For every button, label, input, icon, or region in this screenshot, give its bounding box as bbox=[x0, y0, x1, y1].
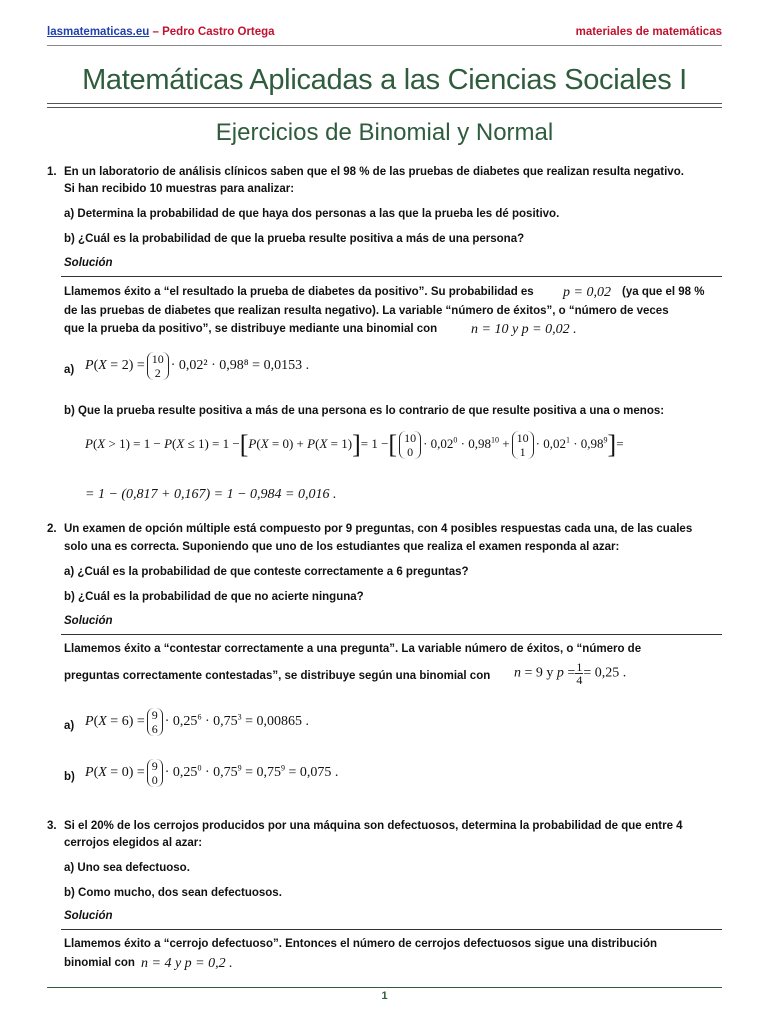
formula-binomial-a: P(X = 6) = 9 6 · $0,25^6 \cdot 0,75^3 = 0,00865$ . bbox=[85, 708, 310, 736]
exercise-text: En un laboratorio de análisis clínicos saben que el 98 % de las pruebas de diabetes que realizan resulta negativo. bbox=[64, 166, 684, 178]
formula: p = 0,02 bbox=[563, 285, 611, 300]
title-rule bbox=[47, 103, 722, 108]
question-a: a) Determina la probabilidad de que haya dos personas a las que la prueba les dé positivo. bbox=[64, 208, 560, 220]
site-link[interactable]: lasmatematicas.eu bbox=[47, 26, 150, 38]
solution-label: Solución bbox=[64, 910, 113, 922]
solution-text: (ya que el 98 % bbox=[622, 286, 705, 298]
formula: n = 10 y p = 0,02 . bbox=[471, 322, 577, 337]
solution-rule bbox=[61, 276, 722, 277]
formula: n = 9 y p = $\frac{1}{4}$ = 0,25 . bbox=[514, 660, 627, 687]
answer-label: b) bbox=[64, 771, 75, 783]
solution-text: preguntas correctamente contestadas”, se distribuye según una binomial con bbox=[64, 670, 491, 682]
solution-label: Solución bbox=[64, 257, 113, 269]
running-header: lasmatematicas.eu – Pedro Castro Ortega materiales de matemáticas bbox=[47, 26, 722, 38]
page-subtitle: Ejercicios de Binomial y Normal bbox=[215, 119, 554, 146]
solution-rule bbox=[61, 929, 722, 930]
question-b: b) ¿Cuál es la probabilidad de que no acierte ninguna? bbox=[64, 591, 364, 603]
solution-text: binomial con bbox=[64, 957, 135, 969]
solution-text: de las pruebas de diabetes que realizan resulta negativo). La variable “número de éxitos”, o “número de veces bbox=[64, 305, 669, 317]
solution-text: Llamemos éxito a “cerrojo defectuoso”. Entonces el número de cerrojos defectuosos sigue una distribución bbox=[64, 938, 658, 950]
question-b: b) ¿Cuál es la probabilidad de que la prueba resulte positiva a más de una persona? bbox=[64, 233, 525, 245]
question-a: a) Uno sea defectuoso. bbox=[64, 862, 190, 874]
formula-result: = 1 − (0,817 + 0,167) = 1 − 0,984 = 0,016 . bbox=[85, 487, 337, 502]
question-b: b) Como mucho, dos sean defectuosos. bbox=[64, 887, 282, 899]
solution-text: Llamemos éxito a “contestar correctamente a una pregunta”. La variable número de éxitos, o “número de bbox=[64, 643, 642, 655]
formula-complement: P(X > 1) = 1 − P(X ≤ 1) = 1 −[P(X = 0) + P(X = 1)]= 1 −[ 10 0 · $0,02^0 \cdot 0,98^{10}$ + 10 1 · $0,02^1 \cdot 0,98^9]=$ bbox=[85, 430, 624, 459]
formula-binomial-b: P(X = 0) = 9 0 · $0,25^0 \cdot 0,75^9 = 0,75^9 = 0,075$ . bbox=[85, 759, 339, 787]
solution-rule bbox=[61, 634, 722, 635]
answer-text: b) Que la prueba resulte positiva a más de una persona es lo contrario de que resulte positiva a una o menos: bbox=[64, 405, 665, 417]
formula: n = 4 y p = 0,2 . bbox=[141, 956, 233, 971]
exercise-text: Un examen de opción múltiple está compuesto por 9 preguntas, con 4 posibles respuestas cada una, de las cuales bbox=[64, 523, 693, 535]
exercise-number: 3. bbox=[47, 820, 57, 832]
formula-binomial-a: P(X = 2) = 10 2 · 0,02² · 0,98⁸ = 0,0153 . bbox=[85, 352, 310, 380]
page-title: Matemáticas Aplicadas a las Ciencias Sociales I bbox=[82, 64, 687, 96]
page-number: 1 bbox=[381, 990, 388, 1002]
exercise-number: 2. bbox=[47, 523, 57, 535]
exercise-text: cerrojos elegidos al azar: bbox=[64, 837, 203, 849]
solution-label: Solución bbox=[64, 615, 113, 627]
footer-rule bbox=[47, 987, 722, 988]
question-a: a) ¿Cuál es la probabilidad de que conteste correctamente a 6 preguntas? bbox=[64, 566, 469, 578]
exercise-number: 1. bbox=[47, 166, 57, 178]
solution-text: que la prueba da positivo”, se distribuye mediante una binomial con bbox=[64, 323, 438, 335]
exercise-text: solo una es correcta. Suponiendo que uno de los estudiantes que realiza el examen responda al azar: bbox=[64, 541, 620, 553]
author-name: Pedro Castro Ortega bbox=[162, 26, 275, 38]
answer-label: a) bbox=[64, 364, 75, 376]
solution-text: Llamemos éxito a “el resultado la prueba de diabetes da positivo”. Su probabilidad es bbox=[64, 286, 534, 298]
answer-label: a) bbox=[64, 720, 75, 732]
document-page bbox=[47, 0, 722, 1024]
exercise-text: Si el 20% de los cerrojos producidos por una máquina son defectuosos, determina la probabilidad de que entre 4 bbox=[64, 820, 683, 832]
exercise-text: Si han recibido 10 muestras para analizar: bbox=[64, 183, 295, 195]
header-rule bbox=[47, 45, 722, 46]
header-tagline: materiales de matemáticas bbox=[575, 26, 722, 38]
